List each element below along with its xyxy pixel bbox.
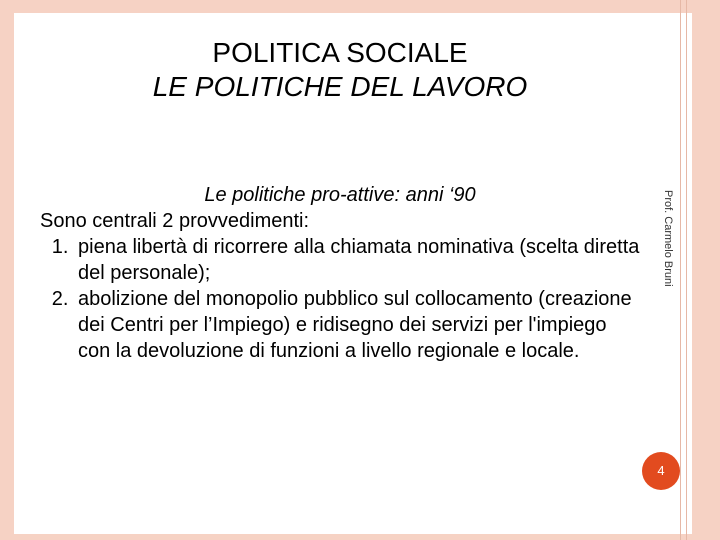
list-item: 1. piena libertà di ricorrere alla chiamata nominativa (scelta diretta del personale); xyxy=(74,234,640,286)
divider-line xyxy=(680,0,681,540)
frame-top xyxy=(0,0,720,13)
frame-bottom xyxy=(0,534,720,540)
slide-subtitle: Le politiche pro-attive: anni ‘90 xyxy=(204,184,476,206)
frame-left xyxy=(0,0,14,540)
frame-right xyxy=(692,0,720,540)
provisions-list xyxy=(40,234,640,364)
slide-title xyxy=(40,36,640,104)
page-number-badge: 4 xyxy=(642,452,680,490)
slide-body xyxy=(40,182,640,364)
intro-text: Sono centrali 2 provvedimenti: xyxy=(40,210,310,232)
list-item: 2. abolizione del monopolio pubblico sul collocamento (creazione dei Centri per l’Impiego) e ridisegno dei servizi per l'impiego con la devoluzione di funzioni a livello regionale e locale. xyxy=(74,286,640,364)
title-line-1: POLITICA SOCIALE xyxy=(212,37,468,68)
title-line-2: LE POLITICHE DEL LAVORO xyxy=(152,71,528,102)
divider-line xyxy=(686,0,687,540)
author-label: Prof. Carmelo Bruni xyxy=(662,190,674,287)
